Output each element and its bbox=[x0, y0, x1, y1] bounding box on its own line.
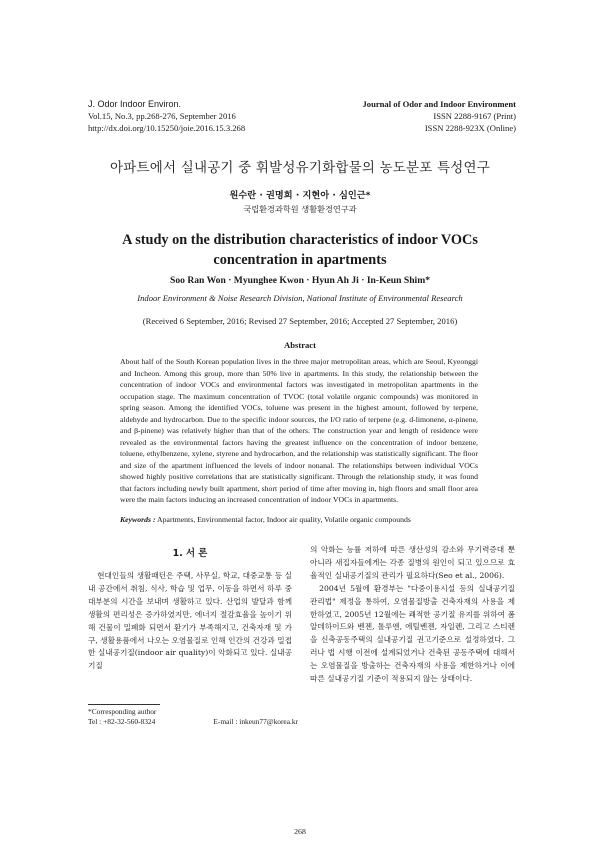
received-dates: (Received 6 September, 2016; Revised 27 September, 2016; Accepted 27 September, 2016) bbox=[142, 316, 458, 326]
issn-online: ISSN 2288-923X (Online) bbox=[424, 123, 516, 133]
footnote-contact bbox=[88, 717, 298, 727]
journal-header-left bbox=[88, 98, 245, 134]
intro-paragraph-1: 현대인들의 생활패턴은 주택, 사무실, 학교, 대중교통 등 실내 공간에서 취침, 식사, 학습 및 업무, 이동을 하면서 하루 중 대부분의 시간을 보내며 생활하고 있다. 산업의 발달과 함께 생활의 편리성은 증가하였지만, 에너지 절감효율을 높이기 위해 건물이 밀폐화 되면서 환기가 부족해지고, 건축자재 및 가구, 생활용품에서 나오는 오염물질로 인해 인간의 건강과 밀접한 실내공기질(indoor air quality)이 악화되고 있다. 실내공기질 bbox=[88, 571, 292, 671]
footnote-tel: Tel : +82-32-560-8324 bbox=[88, 717, 156, 726]
footnote bbox=[88, 707, 298, 727]
intro-paragraph-3: 2004년 5월에 환경부는 "다중이용시설 등의 실내공기질 관리법" 제정을 통하여, 오염물질방출 건축자재의 사용을 제한하였고, 2005년 12월에는 쾌적한 공기질 유지를 위하여 폼알데하이드와 벤젠, 톨루엔, 에틸벤젠, 자일렌, 그리고 스티렌을 신축공동주택의 실내공기질 권고기준으로 설정하였다. 그러나 법 시행 이전에 설계되었거나 건축된 공동주택에 대해서는 오염물질을 방출하는 건축자재의 사용을 제한하거나 이에 따른 실내공기질 기준이 적용되지 않는 상태이다. bbox=[310, 583, 515, 684]
abstract-heading: Abstract bbox=[284, 340, 316, 350]
korean-affiliation: 국립환경과학원 생활환경연구과 bbox=[243, 204, 357, 214]
keywords-line bbox=[120, 515, 500, 524]
section-heading: 1. 서 론 bbox=[172, 548, 208, 559]
journal-full-name: Journal of Odor and Indoor Environment bbox=[362, 99, 516, 109]
right-column bbox=[310, 544, 515, 686]
english-affiliation: Indoor Environment & Noise Research Division, National Institute of Environmental Research bbox=[137, 293, 463, 303]
page-number: 268 bbox=[294, 827, 306, 836]
journal-short-name: J. Odor Indoor Environ. bbox=[88, 99, 182, 109]
keywords-label: Keywords : bbox=[120, 515, 156, 524]
korean-authors: 원수란 · 권명희 · 지현아 · 심인근* bbox=[229, 190, 371, 201]
english-title: A study on the distribution characteristics of indoor VOCs concentration in apartments bbox=[122, 232, 478, 268]
footnote-email[interactable]: E-mail : inkeun77@korea.kr bbox=[213, 717, 298, 726]
footnote-rule bbox=[88, 704, 160, 705]
korean-title: 아파트에서 실내공기 중 휘발성유기화합물의 농도분포 특성연구 bbox=[110, 160, 490, 176]
left-column bbox=[88, 570, 292, 673]
abstract-body: About half of the South Korean population lives in the three major metropolitan areas, which are Seoul, Kyeonggi and Incheon. Among this group, more than 50% live in apartments. In this study, the relationship between the concentration of indoor VOCs and environmental factors was investigated in metropolitan apartments in the occupation stage. The maximum concentration of TVOC (total volatile organic compounds) was monitored in spring season. Among the identified VOCs, toluene was present in the highest amount, followed by terpene, aldehyde and hydrocarbon. Due to the specific indoor sources, the I/O ratio of terpene (e.g. d-limonene, α-pinene, and β-pinene) was relatively higher than that of the others. The construction year and length of residence were revealed as the environmental factors having the greatest influence on the concentration of indoor benzene, toluene, ethylbenzene, xylene, styrene and hydrocarbon, and the relationship was statistically significant. The floor and size of the apartment influenced the levels of indoor nonanal. The relationships between individual VOCs showed highly positive correlations that are statistically significant. Through the relationship study, it was found that factors including newly built apartment, short period of time after moving in, high floors and small floor area were the main factors inducing an increased concentration of indoor VOCs in apartments. bbox=[120, 357, 478, 504]
english-authors: Soo Ran Won · Myunghee Kwon · Hyun Ah Ji · In-Keun Shim* bbox=[170, 275, 430, 286]
journal-header-right bbox=[362, 98, 516, 134]
intro-paragraph-2: 의 악화는 능률 저하에 따른 생산성의 감소와 무기력증대 뿐 아니라 새집자들에게는 각종 질병의 원인이 되고 있으므로 효율적인 실내공기질의 관리가 필요하다(Seo et al., 2006). bbox=[310, 545, 515, 580]
doi-link[interactable]: http://dx.doi.org/10.15250/joie.2016.15.3.268 bbox=[88, 123, 246, 133]
issn-print: ISSN 2288-9167 (Print) bbox=[433, 111, 516, 121]
volume-info: Vol.15, No.3, pp.268-276, September 2016 bbox=[88, 111, 236, 121]
footnote-label: *Corresponding author bbox=[88, 707, 157, 716]
keywords-list: Apartments, Environmental factor, Indoor air quality, Volatile organic compounds bbox=[157, 515, 411, 524]
